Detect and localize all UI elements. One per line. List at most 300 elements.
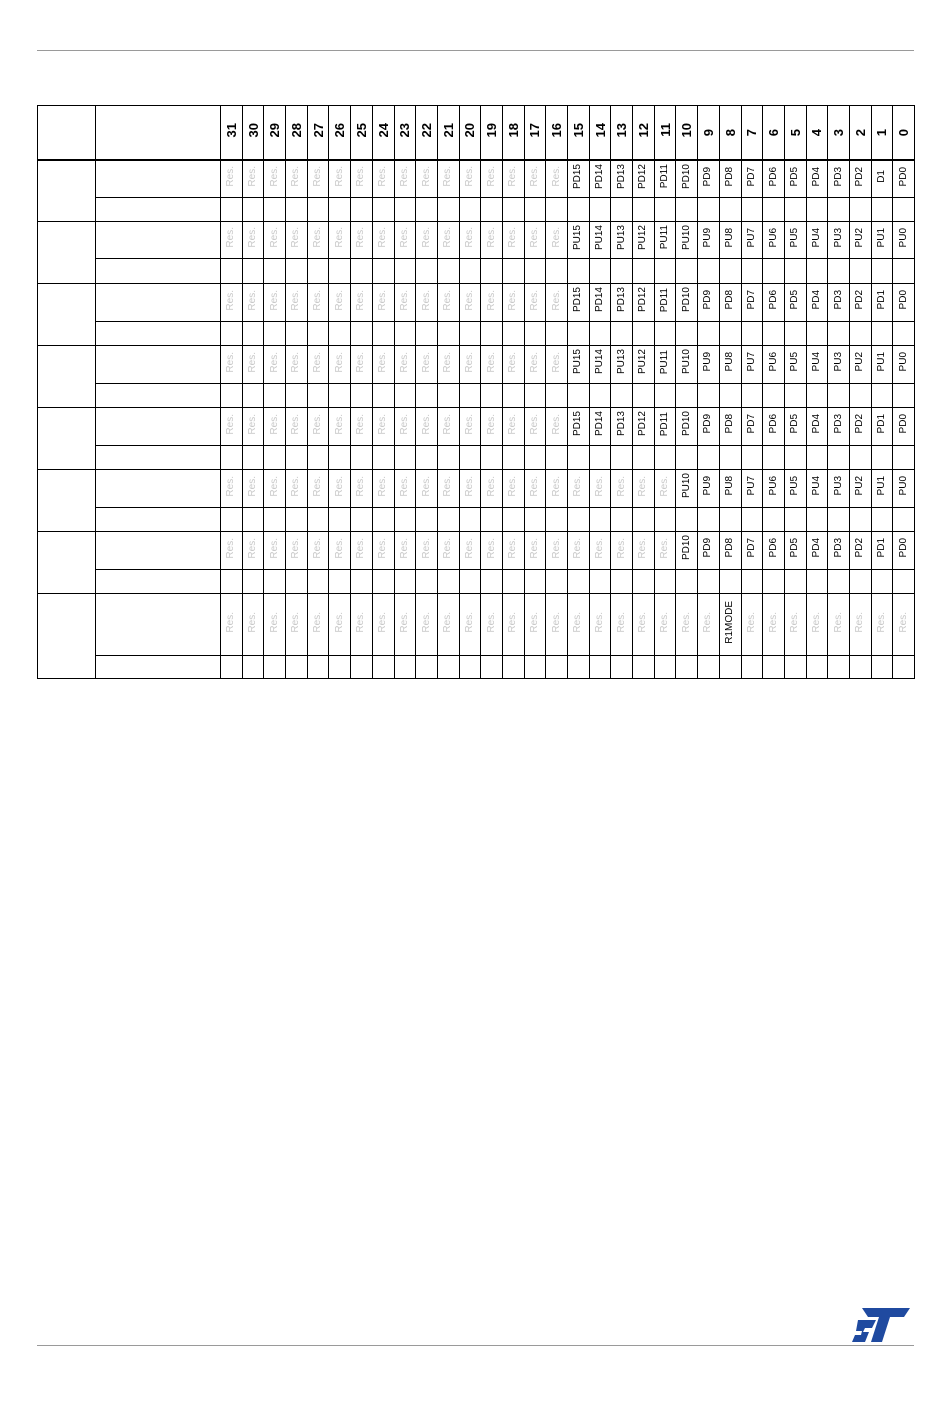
reset-value-label-cell (96, 656, 221, 679)
reserved-bit-cell (372, 532, 394, 570)
reset-value-cell (394, 259, 416, 284)
bit-field-label: R1MODE (724, 600, 736, 644)
reset-value-label-cell (96, 384, 221, 408)
reserved-bit-cell (416, 346, 438, 384)
register-row (38, 470, 915, 508)
bit-field-label: PU10 (680, 224, 692, 250)
bit-field-label: PD6 (767, 290, 779, 310)
reserved-bit-cell (502, 470, 524, 508)
reserved-bit-cell (524, 532, 546, 570)
bit-field-label: Res. (420, 165, 432, 187)
reset-value-cell (698, 384, 720, 408)
reserved-bit-cell (437, 346, 459, 384)
reset-value-cell (633, 656, 655, 679)
reset-value-cell (437, 446, 459, 470)
reserved-bit-cell (502, 160, 524, 198)
bit-field-label: PU10 (680, 473, 692, 499)
reserved-bit-cell (611, 594, 633, 656)
reset-value-cell (741, 570, 763, 594)
bit-field-cell (741, 408, 763, 446)
bit-field-label: Res. (615, 611, 627, 633)
bit-field-label: Res. (420, 475, 432, 497)
bit-number-cell (784, 106, 806, 160)
reset-value-cell (372, 570, 394, 594)
reset-value-cell (221, 198, 243, 222)
reset-value-cell (784, 322, 806, 346)
bit-field-cell (654, 284, 676, 322)
bit-field-label: Res. (290, 351, 302, 373)
register-name-cell (96, 346, 221, 384)
reserved-bit-cell (437, 222, 459, 259)
reserved-bit-cell (416, 470, 438, 508)
reserved-bit-cell (372, 222, 394, 259)
reset-value-cell (329, 570, 351, 594)
register-offset-cell (38, 222, 96, 284)
reset-value-cell (871, 322, 893, 346)
bit-field-label: PD1 (875, 290, 887, 310)
reserved-bit-cell (351, 532, 373, 570)
reserved-bit-cell (394, 408, 416, 446)
reserved-bit-cell (351, 284, 373, 322)
reserved-bit-cell (416, 532, 438, 570)
reset-value-cell (416, 384, 438, 408)
reset-value-cell (221, 259, 243, 284)
reset-value-cell (698, 508, 720, 532)
bit-number: 30 (245, 122, 261, 137)
bit-field-label: Res. (507, 475, 519, 497)
bit-field-cell (589, 160, 611, 198)
reserved-bit-cell (763, 594, 785, 656)
reset-value-cell (242, 198, 264, 222)
reset-value-cell (741, 656, 763, 679)
reset-value-cell (329, 384, 351, 408)
bit-field-cell (893, 284, 915, 322)
bit-field-label: Res. (550, 351, 562, 373)
reset-value-cell (611, 322, 633, 346)
register-row (38, 284, 915, 322)
reset-value-cell (307, 322, 329, 346)
bit-field-cell (719, 346, 741, 384)
bit-field-label: PD0 (897, 290, 909, 310)
reset-value-cell (307, 198, 329, 222)
bit-field-cell (871, 160, 893, 198)
bit-field-label: PU6 (767, 227, 779, 248)
bit-field-cell (698, 222, 720, 259)
register-offset-cell (38, 284, 96, 346)
reserved-bit-cell (394, 284, 416, 322)
bit-number-cell (633, 106, 655, 160)
reserved-bit-cell (242, 346, 264, 384)
reserved-bit-cell (264, 594, 286, 656)
reserved-bit-cell (437, 160, 459, 198)
header-rule (37, 50, 914, 51)
bit-field-label: Res. (225, 227, 237, 248)
reset-value-cell (524, 656, 546, 679)
bit-field-label: Res. (550, 413, 562, 435)
footer-rule (37, 1345, 914, 1346)
reset-value-cell (524, 508, 546, 532)
bit-field-label: Res. (290, 165, 302, 187)
reserved-bit-cell (329, 222, 351, 259)
bit-field-cell (763, 346, 785, 384)
reserved-bit-cell (502, 594, 524, 656)
bit-field-cell (806, 160, 828, 198)
bit-number: 13 (614, 122, 630, 137)
reset-value-cell (481, 322, 503, 346)
reserved-bit-cell (351, 594, 373, 656)
bit-field-cell (893, 408, 915, 446)
bit-number-cell (372, 106, 394, 160)
reset-value-cell (849, 322, 871, 346)
reserved-bit-cell (633, 532, 655, 570)
bit-field-cell (741, 222, 763, 259)
bit-field-label: PU6 (767, 352, 779, 372)
reset-value-cell (394, 322, 416, 346)
reserved-bit-cell (633, 594, 655, 656)
bit-field-label: Res. (463, 537, 475, 559)
bit-field-label: Res. (594, 475, 606, 497)
reserved-bit-cell (459, 470, 481, 508)
reserved-bit-cell (242, 532, 264, 570)
reserved-bit-cell (394, 470, 416, 508)
reset-value-cell (351, 198, 373, 222)
bit-field-label: Res. (550, 227, 562, 248)
reset-value-cell (719, 259, 741, 284)
bit-field-label: PD8 (724, 538, 736, 558)
reset-value-cell (416, 446, 438, 470)
bit-field-label: Res. (225, 289, 237, 311)
reserved-bit-cell (654, 532, 676, 570)
bit-field-label: Res. (572, 611, 584, 633)
bit-field-label: Res. (247, 611, 259, 633)
reserved-bit-cell (481, 532, 503, 570)
bit-field-cell (698, 346, 720, 384)
bit-field-label: Res. (377, 289, 389, 311)
reset-value-cell (611, 198, 633, 222)
reset-value-cell (806, 570, 828, 594)
bit-field-label: PU9 (702, 227, 714, 248)
reserved-bit-cell (221, 408, 243, 446)
bit-number: 28 (288, 122, 304, 137)
bit-field-cell (806, 470, 828, 508)
bit-field-label: PU3 (832, 227, 844, 248)
bit-number-cell (546, 106, 568, 160)
reserved-bit-cell (242, 408, 264, 446)
reset-value-cell (286, 446, 308, 470)
reserved-bit-cell (524, 346, 546, 384)
reset-value-cell (221, 570, 243, 594)
bit-field-cell (871, 222, 893, 259)
reset-value-cell (806, 508, 828, 532)
reset-value-cell (546, 259, 568, 284)
reserved-bit-cell (242, 470, 264, 508)
register-offset-cell (38, 160, 96, 222)
reset-value-cell (806, 322, 828, 346)
bit-field-label: Res. (355, 165, 367, 187)
bit-field-cell (719, 222, 741, 259)
reset-value-label-cell (96, 570, 221, 594)
reserved-bit-cell (351, 408, 373, 446)
reset-value-cell (524, 259, 546, 284)
reserved-bit-cell (633, 470, 655, 508)
bit-field-label: Res. (637, 611, 649, 633)
bit-number-cell (698, 106, 720, 160)
bit-field-label: PD2 (854, 290, 866, 310)
bit-field-label: PD6 (767, 414, 779, 434)
bit-field-cell (676, 222, 698, 259)
reset-value-cell (264, 322, 286, 346)
bit-field-cell (611, 408, 633, 446)
reset-value-cell (546, 508, 568, 532)
reserved-bit-cell (546, 532, 568, 570)
bit-field-label: Res. (247, 537, 259, 559)
bit-field-label: PD3 (832, 290, 844, 310)
reset-value-cell (893, 570, 915, 594)
reset-value-cell (307, 384, 329, 408)
bit-field-label: PD6 (767, 166, 779, 186)
bit-field-cell (828, 470, 850, 508)
bit-field-label: Res. (507, 289, 519, 311)
bit-field-label: PD13 (615, 163, 627, 189)
bit-field-label: Res. (398, 413, 410, 435)
reserved-bit-cell (221, 594, 243, 656)
bit-field-cell (698, 470, 720, 508)
bit-field-label: PD13 (615, 411, 627, 437)
reset-value-cell (329, 322, 351, 346)
reserved-bit-cell (394, 594, 416, 656)
reset-value-cell (763, 384, 785, 408)
reset-value-cell (524, 570, 546, 594)
reset-value-cell (459, 508, 481, 532)
reserved-bit-cell (372, 594, 394, 656)
bit-field-label: PD6 (767, 538, 779, 558)
bit-field-label: PU8 (724, 352, 736, 372)
reset-value-cell (459, 322, 481, 346)
reserved-bit-cell (242, 222, 264, 259)
reserved-bit-cell (828, 594, 850, 656)
register-name-cell (96, 160, 221, 198)
bit-field-label: PU10 (680, 349, 692, 375)
reset-value-cell (568, 322, 590, 346)
bit-field-cell (654, 408, 676, 446)
reserved-bit-cell (524, 284, 546, 322)
bit-field-cell (893, 532, 915, 570)
bit-field-label: Res. (290, 413, 302, 435)
bit-field-cell (763, 160, 785, 198)
reset-value-cell (741, 446, 763, 470)
reset-value-cell (481, 198, 503, 222)
bit-field-label: Res. (832, 611, 844, 633)
bit-number-cell (849, 106, 871, 160)
reset-value-row (38, 508, 915, 532)
bit-field-cell (719, 470, 741, 508)
reset-value-cell (763, 322, 785, 346)
reset-value-cell (481, 570, 503, 594)
reserved-bit-cell (221, 284, 243, 322)
register-row (38, 532, 915, 570)
bit-field-label: Res. (355, 227, 367, 248)
bit-field-label: Res. (507, 413, 519, 435)
reserved-bit-cell (568, 594, 590, 656)
reset-value-cell (741, 384, 763, 408)
reset-value-cell (589, 508, 611, 532)
reset-value-cell (611, 508, 633, 532)
bit-field-label: Res. (550, 165, 562, 187)
bit-field-label: Res. (268, 537, 280, 559)
bit-field-cell (784, 346, 806, 384)
reset-value-label-cell (96, 259, 221, 284)
bit-field-label: PD2 (854, 538, 866, 558)
bit-field-cell (611, 222, 633, 259)
bit-field-label: PD7 (745, 538, 757, 558)
bit-number: 4 (809, 129, 825, 137)
reset-value-cell (893, 259, 915, 284)
reserved-bit-cell (546, 346, 568, 384)
reset-value-cell (611, 570, 633, 594)
bit-field-cell (633, 346, 655, 384)
bit-number: 3 (831, 129, 847, 137)
bit-field-cell (676, 470, 698, 508)
reset-value-cell (763, 259, 785, 284)
reset-value-cell (698, 656, 720, 679)
reset-value-cell (481, 446, 503, 470)
reset-value-cell (589, 446, 611, 470)
reserved-bit-cell (698, 594, 720, 656)
bit-field-label: PD5 (789, 538, 801, 558)
reset-value-cell (893, 656, 915, 679)
bit-field-label: Res. (463, 289, 475, 311)
bit-field-label: PD3 (832, 166, 844, 186)
reset-value-cell (568, 656, 590, 679)
bit-field-label: PU8 (724, 476, 736, 496)
reserved-bit-cell (394, 346, 416, 384)
reset-value-cell (568, 384, 590, 408)
bit-field-label: PU0 (897, 476, 909, 496)
reserved-bit-cell (459, 346, 481, 384)
bit-field-cell (676, 160, 698, 198)
reserved-bit-cell (459, 408, 481, 446)
reserved-bit-cell (286, 222, 308, 259)
reset-value-cell (568, 570, 590, 594)
reset-value-cell (633, 259, 655, 284)
bit-field-label: Res. (247, 165, 259, 187)
reset-value-cell (698, 322, 720, 346)
bit-number: 10 (679, 122, 695, 137)
bit-number-cell (763, 106, 785, 160)
bit-number-cell (437, 106, 459, 160)
reserved-bit-cell (329, 594, 351, 656)
reset-value-cell (654, 259, 676, 284)
reset-value-cell (459, 198, 481, 222)
bit-field-label: Res. (463, 351, 475, 373)
bit-field-label: PU7 (745, 476, 757, 496)
reset-value-cell (676, 446, 698, 470)
reserved-bit-cell (307, 408, 329, 446)
bit-field-label: Res. (225, 537, 237, 559)
reset-value-cell (654, 322, 676, 346)
reset-value-cell (589, 656, 611, 679)
reset-value-cell (351, 322, 373, 346)
bit-field-label: PU1 (875, 227, 887, 248)
bit-field-label: Res. (485, 611, 497, 633)
reset-value-cell (676, 656, 698, 679)
bit-field-cell (849, 284, 871, 322)
reserved-bit-cell (416, 594, 438, 656)
reset-value-cell (828, 570, 850, 594)
bit-field-label: PD14 (594, 163, 606, 189)
bit-field-cell (589, 346, 611, 384)
reset-value-cell (286, 570, 308, 594)
bit-field-label: PD15 (572, 163, 584, 189)
bit-field-cell (719, 160, 741, 198)
bit-field-cell (849, 346, 871, 384)
reserved-bit-cell (524, 408, 546, 446)
reset-value-cell (568, 259, 590, 284)
bit-number: 9 (700, 129, 716, 137)
reset-value-cell (416, 508, 438, 532)
reset-value-cell (676, 570, 698, 594)
reset-value-label-cell (96, 198, 221, 222)
reset-value-cell (416, 656, 438, 679)
bit-number-cell (351, 106, 373, 160)
reset-value-cell (719, 446, 741, 470)
reset-value-cell (611, 259, 633, 284)
reset-value-cell (502, 508, 524, 532)
reset-value-cell (546, 656, 568, 679)
bit-field-cell (828, 346, 850, 384)
reset-value-cell (307, 656, 329, 679)
reserved-bit-cell (546, 408, 568, 446)
bit-field-cell (676, 284, 698, 322)
reserved-bit-cell (437, 408, 459, 446)
bit-field-cell (568, 408, 590, 446)
bit-field-label: Res. (247, 413, 259, 435)
reset-value-cell (372, 446, 394, 470)
bit-field-label: Res. (572, 537, 584, 559)
reserved-bit-cell (221, 346, 243, 384)
reserved-bit-cell (546, 284, 568, 322)
reserved-bit-cell (394, 222, 416, 259)
bit-field-cell (676, 346, 698, 384)
bit-field-cell (806, 284, 828, 322)
reserved-bit-cell (307, 470, 329, 508)
reset-value-cell (633, 322, 655, 346)
reset-value-cell (828, 384, 850, 408)
bit-field-cell (698, 284, 720, 322)
reset-value-cell (221, 446, 243, 470)
bit-field-label: Res. (897, 611, 909, 633)
reset-value-cell (437, 656, 459, 679)
bit-field-label: PU2 (854, 352, 866, 372)
reset-value-cell (871, 570, 893, 594)
bit-number-cell (524, 106, 546, 160)
bit-field-label: D1 (875, 169, 887, 183)
reset-value-cell (546, 570, 568, 594)
reset-value-cell (893, 322, 915, 346)
bit-field-label: PU7 (745, 227, 757, 248)
bit-field-cell (828, 532, 850, 570)
bit-field-label: PU5 (789, 352, 801, 372)
reset-value-row (38, 198, 915, 222)
reset-value-cell (828, 259, 850, 284)
bit-field-cell (893, 160, 915, 198)
bit-field-label: Res. (485, 475, 497, 497)
reset-value-cell (806, 259, 828, 284)
reset-value-cell (784, 384, 806, 408)
reset-value-cell (437, 570, 459, 594)
bit-field-label: Res. (615, 475, 627, 497)
reset-value-cell (242, 656, 264, 679)
